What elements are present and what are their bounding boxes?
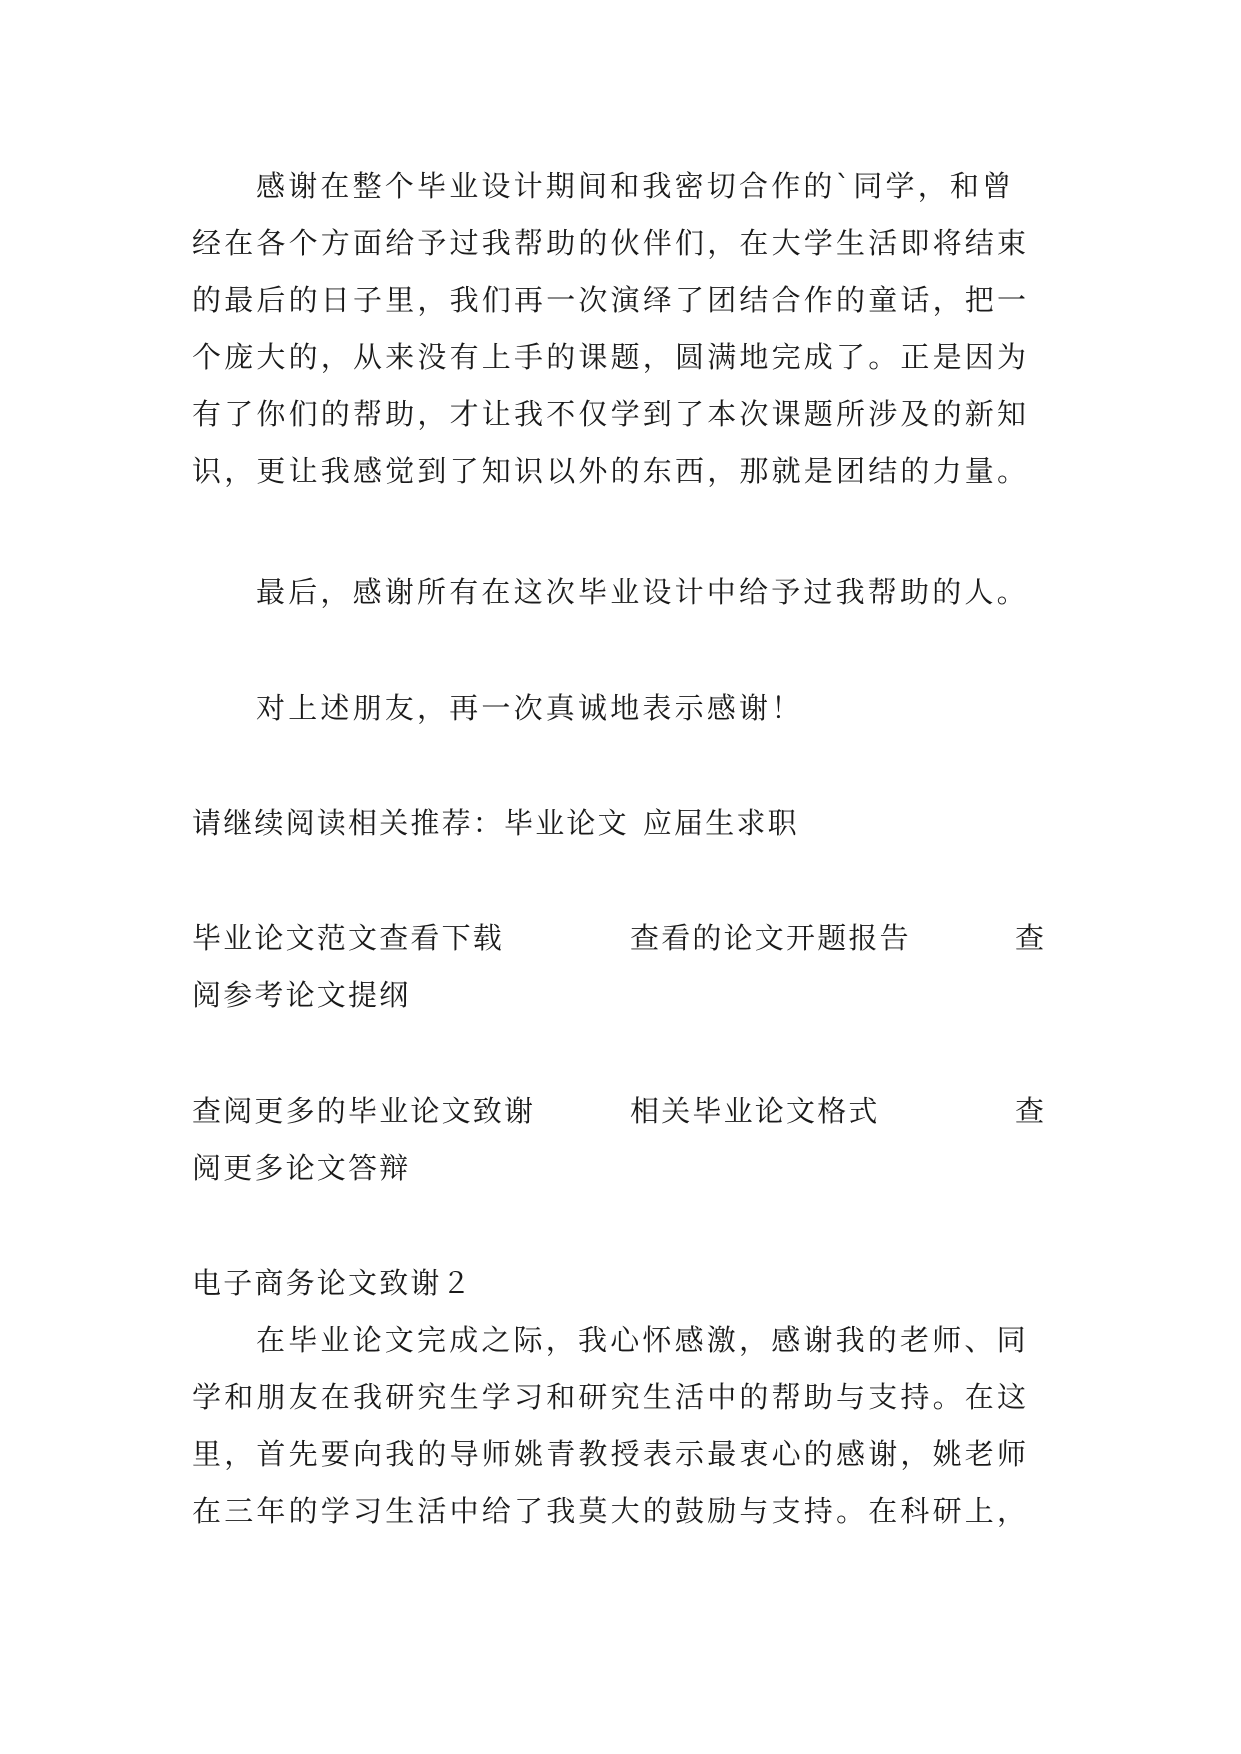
recommend-link-thesis[interactable]: 毕业论文	[504, 806, 629, 840]
links-row	[192, 918, 1052, 958]
link-thesis-format[interactable]: 相关毕业论文格式	[630, 1094, 880, 1128]
link-proposal-report[interactable]: 查看的论文开题报告	[630, 921, 911, 955]
link-thesis-download[interactable]: 毕业论文范文查看下载	[192, 921, 505, 955]
paragraph-line: 在毕业论文完成之际，我心怀感激，感谢我的老师、同	[256, 1323, 1029, 1357]
paragraph-line: 感谢在整个毕业设计期间和我密切合作的`同学，和曾	[256, 169, 1015, 203]
paragraph-closing-thanks: 最后，感谢所有在这次毕业设计中给予过我帮助的人。	[256, 575, 1029, 609]
paragraph-line: 经在各个方面给予过我帮助的伙伴们，在大学生活即将结束	[192, 226, 1030, 260]
recommend-label: 请继续阅读相关推荐：	[192, 806, 505, 840]
link-defense-part2[interactable]: 阅更多论文答辩	[192, 1151, 411, 1185]
recommend-link-jobs[interactable]: 应届生求职	[642, 806, 799, 840]
recommend-line	[192, 803, 1052, 843]
paragraph-line: 个庞大的，从来没有上手的课题，圆满地完成了。正是因为	[192, 340, 1030, 374]
paragraph-line: 里，首先要向我的导师姚青教授表示最衷心的感谢，姚老师	[192, 1437, 1030, 1471]
link-defense-part1[interactable]: 查	[1015, 1094, 1047, 1128]
link-outline-part1[interactable]: 查	[1015, 921, 1047, 955]
link-outline-part2[interactable]: 阅参考论文提纲	[192, 978, 411, 1012]
link-more-acknowledgements[interactable]: 查阅更多的毕业论文致谢	[192, 1094, 536, 1128]
paragraph-line: 识，更让我感觉到了知识以外的东西，那就是团结的力量。	[192, 454, 1030, 488]
paragraph-final-thanks: 对上述朋友，再一次真诚地表示感谢！	[256, 691, 804, 725]
paragraph-line: 有了你们的帮助，才让我不仅学到了本次课题所涉及的新知	[192, 397, 1030, 431]
links-row	[192, 1091, 1052, 1131]
section-title: 电子商务论文致谢２	[192, 1266, 473, 1300]
paragraph-line: 学和朋友在我研究生学习和研究生活中的帮助与支持。在这	[192, 1380, 1030, 1414]
paragraph-line: 在三年的学习生活中给了我莫大的鼓励与支持。在科研上，	[192, 1494, 1030, 1528]
paragraph-line: 的最后的日子里，我们再一次演绎了团结合作的童话，把一	[192, 283, 1030, 317]
